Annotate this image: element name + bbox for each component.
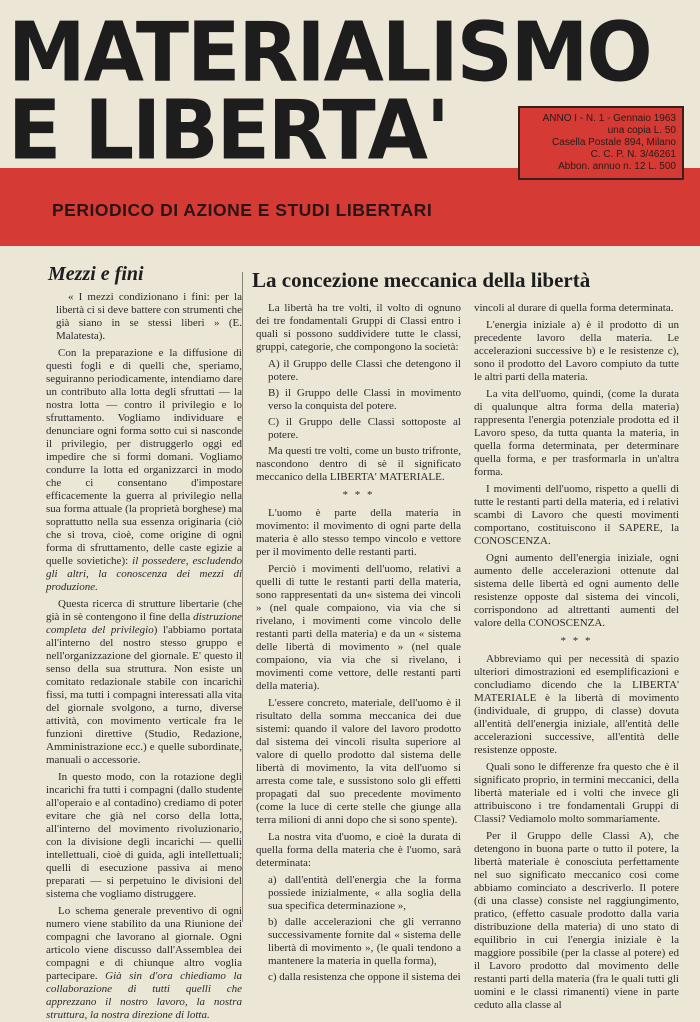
paragraph — [46, 598, 242, 767]
section-separator: * * * — [342, 489, 375, 501]
emphasis-text: distruzione completa del privilegio — [46, 611, 242, 636]
list-item: A) il Gruppo delle Classi che detengono il potere. — [268, 358, 461, 383]
paragraph-text: Lo schema generale preventivo di ogni numero viene stabilito da una Riunione dei compagni che lavorano al giornale. Ogni articolo viene discusso dall'Assemblea dei compagni e di chiunque altro voglia partecipare. — [46, 905, 242, 982]
main-article — [248, 268, 680, 1011]
paragraph: Abbreviamo qui per necessità di spazio ulteriori dimostrazioni ed esemplificazioni e concludiamo dicendo che la LIBERTA' MATERIALE è la libertà di movimento (individuale, di gruppo, di classe) dovuta all'entità dell'energia iniziale, all'entità delle accelerazioni successive, all'entità delle resistenze opposte. — [474, 653, 679, 756]
left-article-heading: Mezzi e fini — [48, 263, 144, 285]
article-column-1 — [256, 302, 461, 983]
issue-info-line: ANNO I - N. 1 - Gennaio 1963 — [542, 113, 676, 124]
column-divider — [242, 272, 243, 922]
paragraph: Quali sono le differenze fra questo che è il significato proprio, in termini meccanici, della libertà materiale ed i volti che invece gli attribuiscono i tre fondamentali Gruppi di Classi? Vediamolo molto sommariamente. — [474, 761, 679, 825]
paragraph: Per il Gruppo delle Classi A), che detengono in buona parte o tutto il potere, la libertà materiale è conosciuta perfettamente nel suo significato meccanico così come abbiamo cominciato a descriverlo. Il potere (di una classe) consiste nel raggiungimento, pratico, (effetto casuale prodotto dalla varia distribuzione della materia) di uno stato di equilibrio in cui l'energia iniziale è la maggiore possibile (per la classe al potere) ed il Lavoro prodotto dal movimento delle restanti parti della materia (fra le quali tutti gli uomini e le classi rimanenti) viene in parte ceduto alla classe al — [474, 830, 679, 1011]
masthead — [0, 0, 700, 245]
paragraph: La libertà ha tre volti, il volto di ognuno dei tre fondamentali Gruppi di Classi entro i quali si possono suddividere tutte le classi, gruppi, categorie, che compongono la società: — [256, 302, 461, 353]
group-list — [256, 358, 461, 442]
list-item: b) dalle accelerazioni che gli verranno successivamente fornite dal « sistema delle libertà di movimento », (le quali tendono a mantenere la materia in quella forma), — [268, 916, 461, 967]
left-article — [46, 263, 243, 1021]
list-item: c) dalla resistenza che oppone il sistema dei — [268, 971, 461, 983]
paragraph: Ogni aumento dell'energia iniziale, ogni aumento delle accelerazioni ottenute dal sistema delle libertà ed ogni aumento delle resistenze opposte dal sistema dei vincoli, corrispondono ad altrettanti aumenti del valore della CONOSCENZA. — [474, 552, 679, 629]
paragraph: In questo modo, con la rotazione degli incarichi fra tutti i compagni (dallo studente all'operaio e al contadino) crediamo di poter evitare che già nel corso della lotta, all'interno del movimento rivoluzionario, con la divisione degli incarichi — quelli intellettuali, cioè di guida, agli intellettuali; quelli di esecuzione passiva ai meno preparati — si perpetuino le divisioni del sistema che vogliamo distruggere. — [46, 771, 242, 900]
paragraph: vincoli al durare di quella forma determinata. — [474, 302, 674, 314]
paragraph — [46, 905, 242, 1022]
issue-info-line: Abbon. annuo n. 12 L. 500 — [558, 161, 676, 172]
issue-info-box — [518, 106, 684, 180]
list-item: C) il Gruppo delle Classi sottoposte al potere. — [268, 416, 461, 441]
paragraph: L'uomo è parte della materia in movimento: il movimento di ogni parte della materia è allo stesso tempo vincolo e vettore per il movimento delle restanti parti. — [256, 507, 461, 558]
paragraph: L'energia iniziale a) è il prodotto di un precedente lavoro della materia. Le accelerazioni successive b) e le resistenze c), sono il prodotto del Lavoro compiuto da tutte le altri parti della materia. — [474, 319, 679, 383]
paragraph: La nostra vita d'uomo, e cioè la durata di quella forma della materia che è l'uomo, sarà determinata: — [256, 831, 461, 869]
paragraph-text: Questa ricerca di strutture libertarie (che già in sè contengono il fine della — [46, 598, 242, 623]
paragraph: Perciò i movimenti dell'uomo, relativi a quelli di tutte le restanti parti della materia, sono rappresentati da un« sistema dei vincoli » (nel quale compaiono, via via che si rivelano, i movimenti come vincolo delle restanti parti della materia) e da un « sistema delle libertà di movimento » (nel quale compaiono, via via che si rivelano, i movimenti come vettore, delle restanti parti della materia). — [256, 563, 461, 692]
emphasis-text: Già sin d'ora chiediamo la collaborazione di tutti quelli che apprezzano il nostro lavoro, la nostra struttura, la nostra direzione di lotta. — [46, 970, 242, 1021]
newspaper-title-line1: MATERIALISMO — [8, 5, 651, 101]
determinants-list — [256, 874, 461, 984]
section-separator: * * * — [560, 635, 593, 647]
list-item: a) dall'entità dell'energia che la forma possiede inizialmente, « alla soglia della sua specifica determinazione », — [268, 874, 461, 912]
paragraph: L'essere concreto, materiale, dell'uomo è il risultato della somma meccanica dei due sistemi: quando il valore del lavoro prodotto dal sistema dei vincoli risulta superiore al valore di quello prodotto dal sistema delle libertà di movimento, la vita dell'uomo si arresta come tale, e sussistono solo gli effetti propagati dal suo precedente movimento (come la luce di certe stelle che giunge alla terra milioni di anni dopo che si sono spente). — [256, 697, 461, 826]
paragraph — [46, 347, 242, 594]
emphasis-text: il possedere, escludendo gli altri, la conoscenza dei mezzi di produzione. — [46, 555, 242, 593]
issue-info-line: Casella Postale 894, Milano — [552, 137, 676, 148]
article-column-2 — [474, 302, 679, 1011]
paragraph: I movimenti dell'uomo, rispetto a quelli di tutte le restanti parti della materia, ed i relativi scambi di Lavoro che questi movimenti comportano, costituiscono il SAPERE, la CONOSCENZA. — [474, 483, 679, 547]
paragraph-text: Con la preparazione e la diffusione di questi fogli e di quelli che, speriamo, seguiranno periodicamente, intendiamo dare un contributo alla lotta degli sfruttati — la nostra lotta — contro il privilegio e lo sfruttamento. Vogliamo individuare e denunciare ogni forma sotto cui si nasconde il privilegio, per distruggerlo oggi ed impedire che si formi domani. Vogliamo condurre la lotta ed organizzarci in modo che ci consentano d'impostare efficacemente la guerra al privilegio nella sua forma attuale (la proprietà borghese) ma soprattutto nella sua essenza originaria (ciò che si trova, cioè, come origine di ogni forma di sfruttamento, delle caste egizie a quelle sovietiche): — [46, 347, 242, 567]
issue-info-line: C. C. P. N. 3/46261 — [590, 149, 676, 160]
main-article-title: La concezione meccanica della libertà — [252, 268, 591, 292]
paragraph: Ma questi tre volti, come un busto trifronte, nascondono dentro di sè il significato meccanico della LIBERTA' MATERIALE. — [256, 445, 461, 483]
list-item: B) il Gruppo delle Classi in movimento verso la conquista del potere. — [268, 387, 461, 412]
issue-info-line: una copia L. 50 — [607, 125, 676, 136]
newspaper-subtitle: PERIODICO DI AZIONE E STUDI LIBERTARI — [52, 200, 433, 220]
epigraph-quote: « I mezzi condizionano i fini: per la libertà ci si deve battere con strumenti che già siano in se stessi liberi » (E. Malatesta). — [56, 291, 243, 342]
paragraph-text: ) l'abbiamo portata all'interno del nostro stesso gruppo e nell'organizzazione del giornale. E' questo il senso della sua struttura. Non esiste un comitato redazionale stabile con incarichi fissi, ma tutti i compagni interessati alla vita del giornale svolgono, a turno, diverse attività, con movimento verticale fra le funzioni direttive (Studio, Redazione, Amministrazione ecc.) e quelle subordinate, manuali o accessorie. — [46, 624, 242, 766]
paragraph: La vita dell'uomo, quindi, (come la durata di qualunque altra forma della materia) rappresenta l'energia potenziale prodotta ed il Lavoro speso, da tutta quanta la materia, in quella forma determinata, per determinare quella forma, e per trasformarla in un'altra forma. — [474, 388, 679, 478]
newspaper-title-line2: E LIBERTA' — [8, 83, 448, 179]
